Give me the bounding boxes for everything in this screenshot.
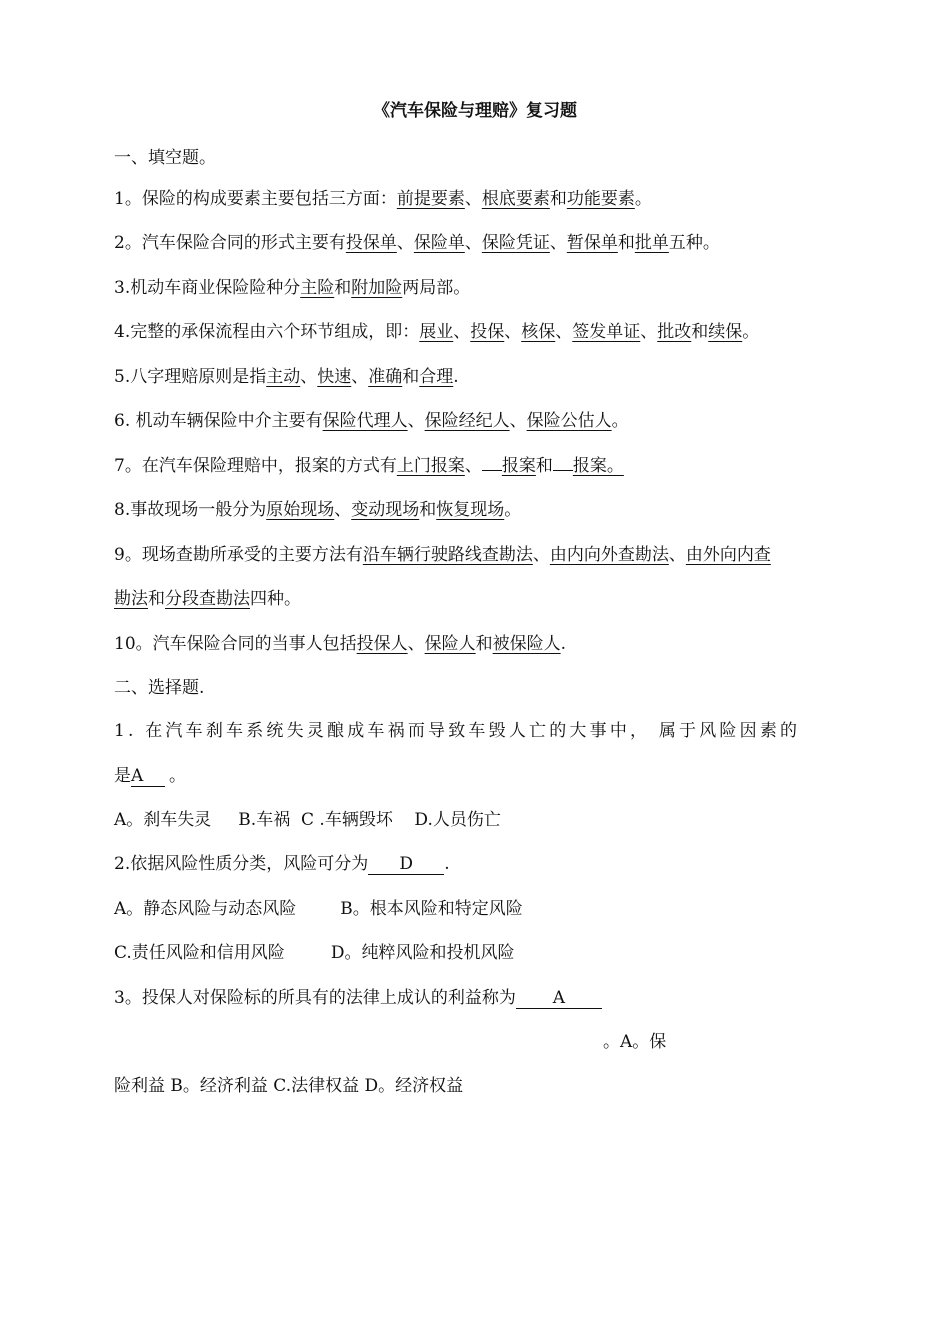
question-9-line-1: 9。现场查勘所承受的主要方法有沿车辆行驶路线查勘法、由内向外查勘法、由外向内查 [114, 545, 771, 565]
question-9-line-2: 勘法和分段查勘法四种。 [114, 589, 301, 609]
question-8: 8.事故现场一般分为原始现场、变动现场和恢复现场。 [114, 500, 522, 520]
question-7: 7。在汽车保险理赔中，报案的方式有上门报案、 报案和 报案。 [114, 456, 624, 476]
choice-3-tail: 。A。保 [603, 1032, 667, 1052]
choice-1-options: A。刹车失灵 B.车祸 C .车辆毁坏 D.人员伤亡 [114, 810, 501, 830]
choice-3-answer: A [516, 988, 602, 1009]
section-heading-fill-in: 一、填空题。 [114, 148, 216, 168]
question-1: 1。保险的构成要素主要包括三方面：前提要素、根底要素和功能要素。 [114, 189, 652, 209]
document-title: 《汽车保险与理赔》复习题 [373, 101, 577, 121]
question-2: 2。汽车保险合同的形式主要有投保单、保险单、保险凭证、暂保单和批单五种。 [114, 233, 720, 253]
choice-2-answer: D [368, 854, 444, 875]
choice-3-options: 险利益 B。经济利益 C.法律权益 D。经济权益 [114, 1076, 464, 1096]
question-3: 3.机动车商业保险险种分主险和附加险两局部。 [114, 278, 471, 298]
choice-3: 3。投保人对保险标的所具有的法律上成认的利益称为 A [114, 986, 602, 1010]
choice-1-line-1: 1. 在汽车刹车系统失灵酿成车祸而导致车毁人亡的大事中， 属于风险因素的 [114, 721, 801, 741]
section-heading-choice: 二、选择题. [114, 678, 205, 698]
choice-1-line-2: 是A 。 [114, 766, 186, 786]
choice-2-options-cd: C.责任风险和信用风险 D。纯粹风险和投机风险 [114, 943, 515, 963]
question-6: 6. 机动车辆保险中介主要有保险代理人、保险经纪人、保险公估人。 [114, 411, 629, 431]
question-10: 10。汽车保险合同的当事人包括投保人、保险人和被保险人. [114, 634, 567, 654]
question-4: 4.完整的承保流程由六个环节组成，即：展业、投保、核保、签发单证、批改和续保。 [114, 322, 760, 342]
choice-1-answer: A [131, 766, 165, 787]
choice-2: 2.依据风险性质分类，风险可分为 D . [114, 854, 450, 874]
question-5: 5.八字理赔原则是指主动、快速、准确和合理. [114, 367, 459, 387]
choice-2-options-ab: A。静态风险与动态风险 B。根本风险和特定风险 [114, 899, 523, 919]
